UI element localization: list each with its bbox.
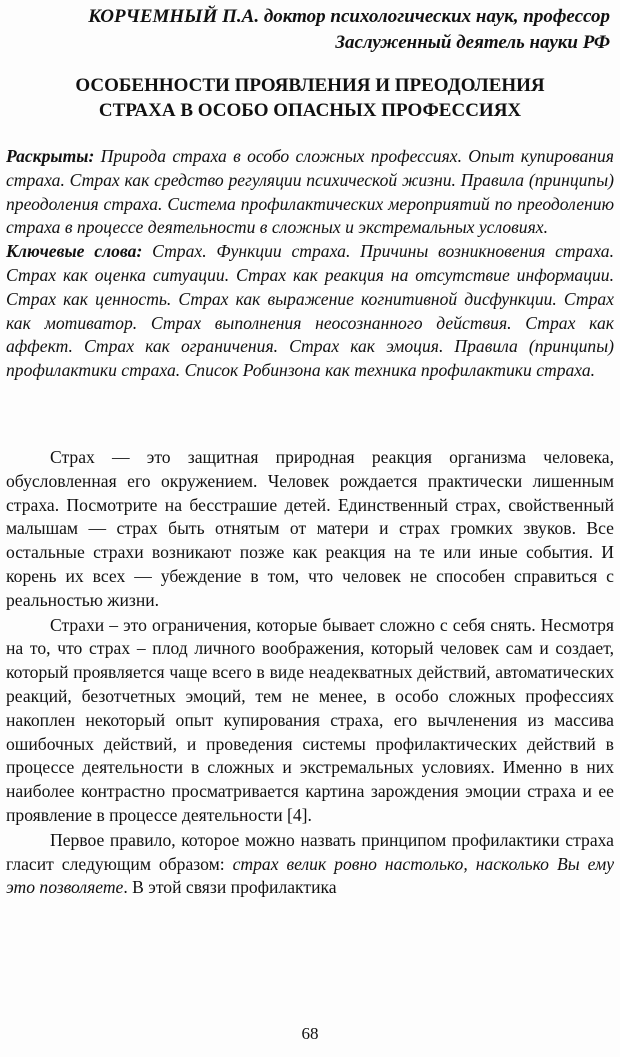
article-title-line-2: СТРАХА В ОСОБО ОПАСНЫХ ПРОФЕССИЯХ	[98, 100, 522, 121]
body-paragraph-3	[6, 829, 614, 900]
body-paragraph-3-start: Первое правило, которое можно назвать принципом профилактики страха гласит следующим образом:	[6, 829, 614, 874]
page-number: 68	[301, 1024, 319, 1043]
body-text	[6, 446, 614, 900]
keywords-label: Ключевые слова:	[6, 241, 143, 262]
keywords-text: Страх. Функции страха. Причины возникновения страха. Страх как оценка ситуации. Страх как реакция на отсутствие информации. Страх как ценность. Страх как выражение когнитивной дисфункции. Страх как мотиватор. Страх выполнения неосознанного действия. Страх как аффект. Страх как ограничения. Страх как эмоция. Правила (принципы) профилактики страха. Список Робинзона как техника профилактики страха.	[6, 241, 614, 381]
abstract-keywords	[6, 240, 614, 383]
author-honorary-title: Заслуженный деятель науки РФ	[335, 32, 610, 53]
article-title	[10, 73, 610, 123]
abstract-disclosed	[6, 145, 614, 240]
author-block	[30, 4, 610, 56]
abstract-disclosed-text: Природа страха в особо сложных профессиях. Опыт купирования страха. Страх как средство регуляции психической жизни. Правила (принципы) преодоления страха. Система профилактических мероприятий по преодолению страха в процессе деятельности в сложных и экстремальных условиях.	[6, 146, 614, 238]
abstract-disclosed-label: Раскрыты:	[6, 146, 95, 166]
abstract	[6, 145, 614, 383]
author-name-line: КОРЧЕМНЫЙ П.А. доктор психологических наук, профессор	[88, 6, 610, 27]
body-paragraph-3-end: . В этой связи профилактика	[123, 877, 337, 898]
body-paragraph-3-emphasis: страх велик ровно настолько, насколько Вы ему это позволяете	[6, 853, 614, 898]
body-paragraph-1: Страх — это защитная природная реакция организма человека, обусловленная его окружением. Человек рождается практически лишенным страха. Посмотрите на бесстрашие детей. Единственный страх, свойственный малышам — страх быть отнятым от матери и страх громких звуков. Все остальные страхи возникают позже как реакция на те или иные события. И корень их всех — убеждение в том, что человек не способен справиться с реальностью жизни.	[6, 447, 614, 610]
body-paragraph-2: Страхи – это ограничения, которые бывает сложно с себя снять. Несмотря на то, что страх – плод личного воображения, который человек сам и создает, который проявляется чаще всего в виде неадекватных действий, автоматических реакций, безотчетных эмоций, тем не менее, в особо сложных профессиях накоплен некоторый опыт купирования страха, его вычленения из массива ошибочных действий, и проведения системы профилактических действий в процессе деятельности в сложных и экстремальных условиях. Именно в них наиболее контрастно просматривается картина зарождения эмоции страха и ее проявление в процессе деятельности [4].	[6, 614, 614, 825]
article-title-line-1: ОСОБЕННОСТИ ПРОЯВЛЕНИЯ И ПРЕОДОЛЕНИЯ	[75, 75, 545, 96]
